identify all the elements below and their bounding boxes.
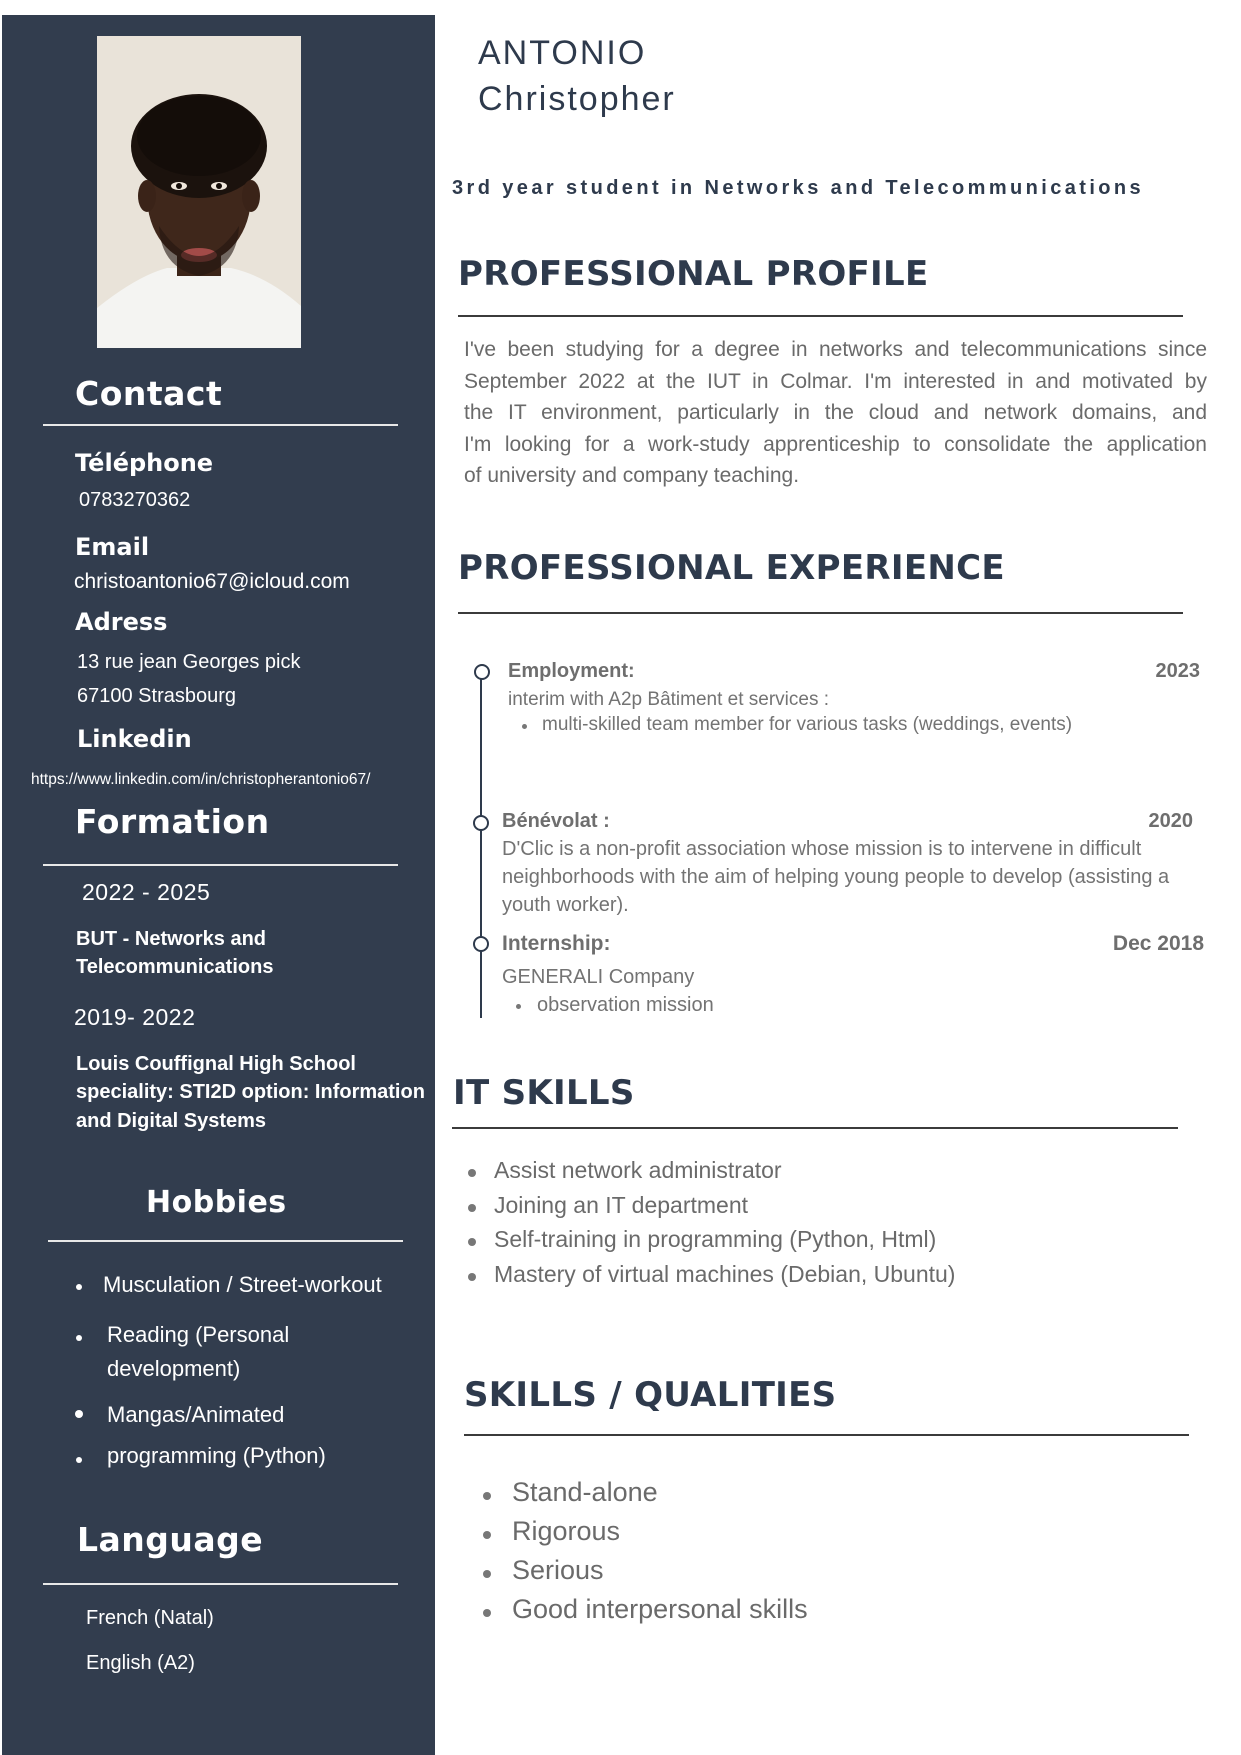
bullet-icon [468, 1204, 476, 1212]
linkedin-link[interactable]: https://www.linkedin.com/in/christopherantonio67/ [31, 771, 371, 788]
experience-text: youth worker). [502, 894, 629, 916]
bullet-icon [76, 1284, 82, 1290]
address-line-2: 67100 Strasbourg [77, 685, 237, 707]
contact-heading: Contact [75, 374, 223, 413]
profile-line: I've been studying for a degree in networks and telecommunications since [464, 338, 1207, 361]
tagline: 3rd year student in Networks and Telecommunications [452, 177, 1145, 199]
formation-years: 2019- 2022 [74, 1004, 196, 1030]
address-line-1: 13 rue jean Georges pick [77, 651, 301, 673]
experience-year: 2023 [1155, 660, 1200, 682]
bullet-icon [516, 1004, 521, 1009]
experience-title: Bénévolat : [502, 810, 610, 832]
divider [43, 424, 398, 426]
bullet-icon [483, 1492, 491, 1500]
profile-text [464, 334, 1207, 492]
phone-label: Téléphone [75, 449, 214, 477]
experience-bullet: multi-skilled team member for various tasks (weddings, events) [542, 714, 1073, 735]
profile-photo [97, 36, 301, 348]
formation-years: 2022 - 2025 [82, 879, 211, 905]
divider [452, 1127, 1178, 1129]
formation-title: speciality: STI2D option: Information [76, 1081, 425, 1103]
bullet-icon [483, 1570, 491, 1578]
first-name: ANTONIO [478, 34, 647, 72]
experience-text: interim with A2p Bâtiment et services : [508, 689, 830, 710]
formation-title: BUT - Networks and [76, 928, 267, 950]
hobby-item: Mangas/Animated [107, 1402, 285, 1427]
language-heading: Language [77, 1520, 264, 1559]
divider [43, 864, 398, 866]
experience-year: Dec 2018 [1112, 932, 1204, 955]
hobby-item: development) [107, 1356, 241, 1381]
experience-text: D'Clic is a non-profit association whose mission is to intervene in difficult [502, 838, 1142, 860]
timeline-node-icon [474, 664, 490, 680]
quality-item: Rigorous [512, 1516, 621, 1546]
experience-title: Employment: [508, 660, 635, 682]
divider [458, 315, 1183, 317]
qualities-heading: SKILLS / QUALITIES [464, 1375, 837, 1415]
it-skill-item: Assist network administrator [494, 1157, 782, 1183]
profile-line: the IT environment, particularly in the cloud and network domains, and [464, 401, 1207, 424]
last-name: Christopher [478, 80, 676, 118]
language-item: French (Natal) [86, 1607, 214, 1629]
portrait-image [97, 36, 301, 348]
hobby-item: Musculation / Street-workout [103, 1272, 382, 1297]
divider [43, 1583, 398, 1585]
quality-item: Stand-alone [512, 1477, 658, 1507]
quality-item: Serious [512, 1555, 604, 1585]
linkedin-label: Linkedin [77, 725, 192, 753]
formation-title: and Digital Systems [76, 1110, 267, 1132]
phone-value: 0783270362 [79, 489, 191, 511]
email-value[interactable]: christoantonio67@icloud.com [74, 570, 350, 593]
bullet-icon [522, 724, 527, 729]
formation-title: Telecommunications [76, 956, 274, 978]
profile-line: September 2022 at the IUT in Colmar. I'm interested in and motivated by [464, 369, 1207, 393]
divider [464, 1434, 1189, 1436]
it-skills-heading: IT SKILLS [453, 1073, 635, 1113]
address-label: Adress [75, 608, 168, 636]
bullet-icon [76, 1335, 82, 1341]
divider [48, 1240, 403, 1242]
profile-line: of university and company teaching. [464, 464, 800, 487]
bullet-icon [483, 1531, 491, 1539]
divider [458, 612, 1183, 614]
timeline-node-icon [473, 815, 489, 831]
bullet-icon [75, 1410, 83, 1418]
bullet-icon [468, 1169, 476, 1177]
bullet-icon [468, 1273, 476, 1281]
profile-line: I'm looking for a work-study apprenticeship to consolidate the application [464, 432, 1207, 456]
profile-heading: PROFESSIONAL PROFILE [458, 254, 929, 294]
hobby-item: Reading (Personal [107, 1322, 290, 1347]
experience-text: neighborhoods with the aim of helping young people to develop (assisting a [502, 866, 1170, 888]
experience-year: 2020 [1148, 810, 1193, 832]
hobby-item: programming (Python) [107, 1443, 326, 1468]
bullet-icon [483, 1609, 491, 1617]
timeline-node-icon [473, 936, 489, 952]
email-label: Email [75, 533, 150, 561]
formation-title: Louis Couffignal High School [76, 1053, 356, 1075]
quality-item: Good interpersonal skills [512, 1594, 808, 1624]
timeline-line [480, 675, 482, 1018]
experience-title: Internship: [502, 932, 611, 955]
bullet-icon [468, 1238, 476, 1246]
formation-heading: Formation [75, 802, 270, 841]
it-skill-item: Self-training in programming (Python, Html) [494, 1226, 937, 1252]
experience-heading: PROFESSIONAL EXPERIENCE [458, 548, 1005, 588]
hobbies-heading: Hobbies [146, 1185, 287, 1220]
bullet-icon [76, 1457, 82, 1463]
experience-text: GENERALI Company [502, 966, 695, 988]
it-skill-item: Mastery of virtual machines (Debian, Ubuntu) [494, 1261, 956, 1287]
it-skill-item: Joining an IT department [494, 1192, 749, 1218]
experience-bullet: observation mission [537, 994, 714, 1016]
language-item: English (A2) [86, 1652, 195, 1674]
